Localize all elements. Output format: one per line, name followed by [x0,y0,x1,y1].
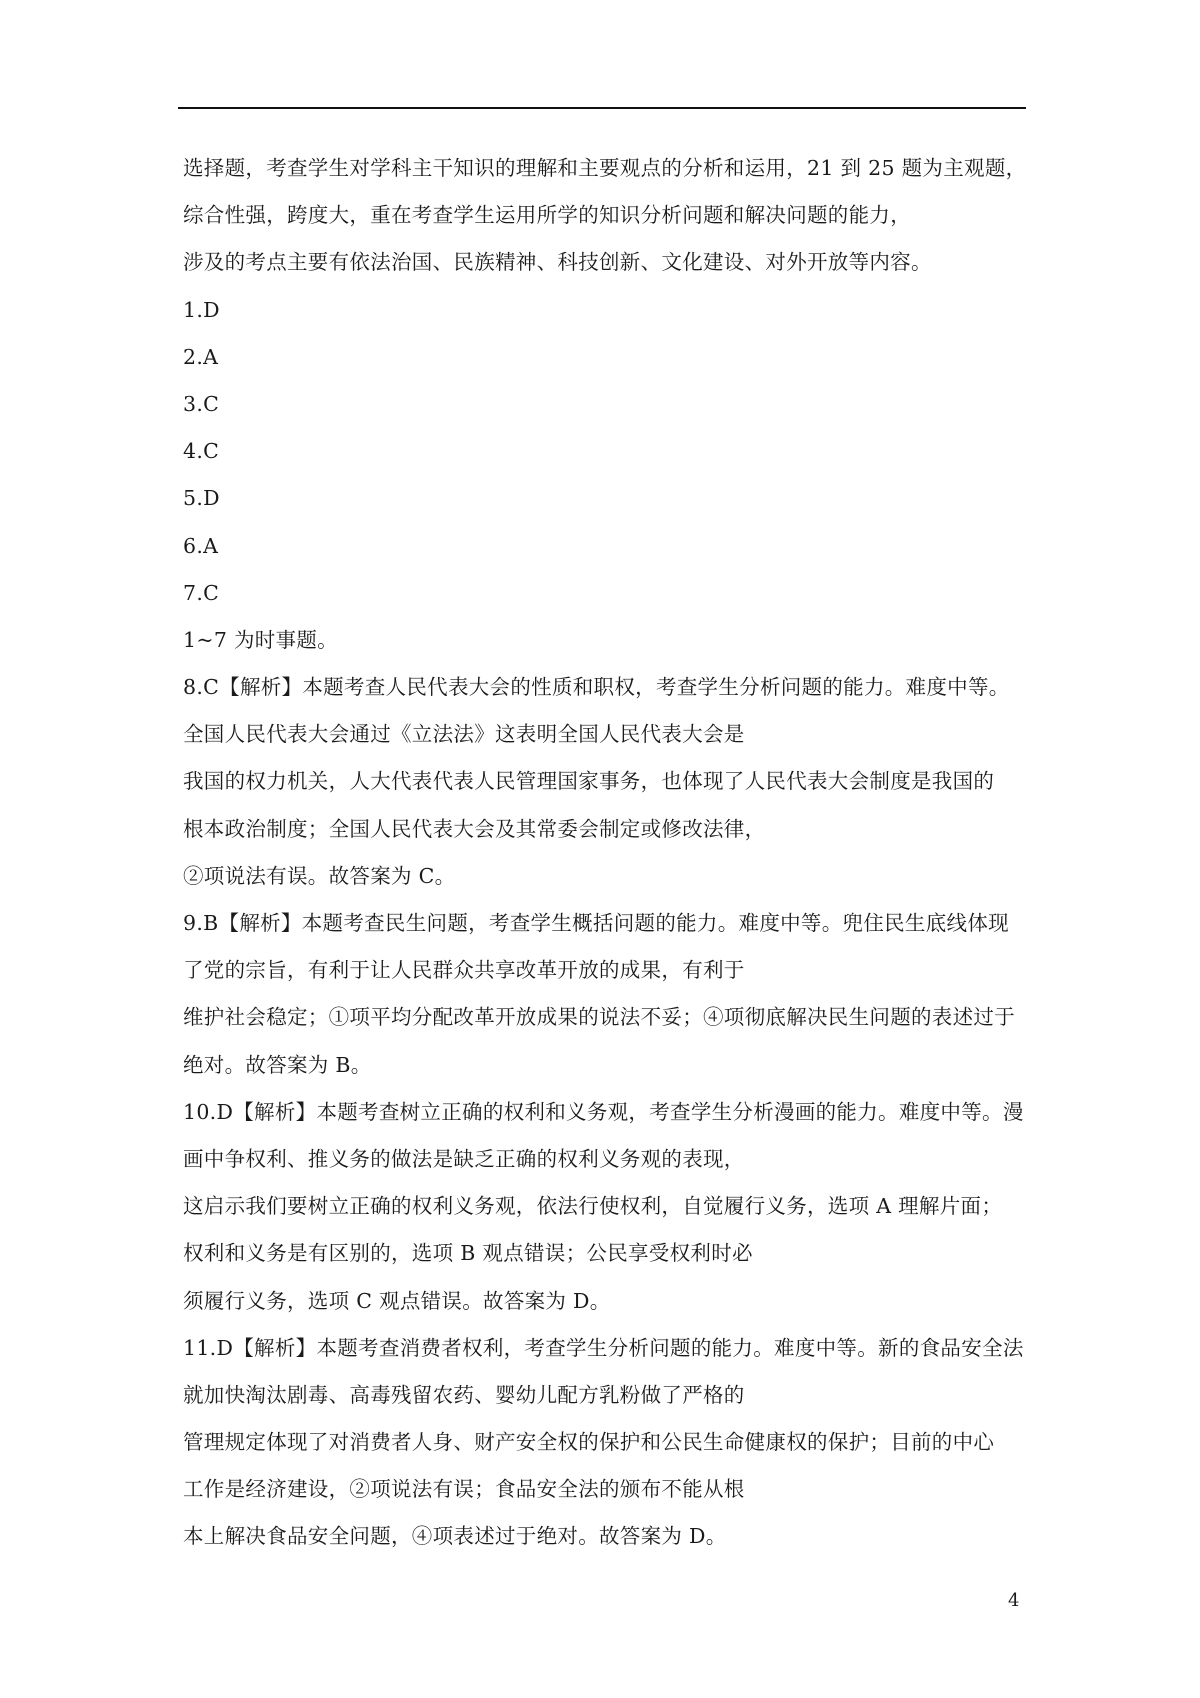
text-line: 根本政治制度；全国人民代表大会及其常委会制定或修改法律， [183,816,766,841]
text-line: 工作是经济建设，②项说法有误；食品安全法的颁布不能从根 [183,1477,745,1502]
text-line: 了党的宗旨，有利于让人民群众共享改革开放的成果，有利于 [183,958,745,983]
text-line: ②项说法有误。故答案为 C。 [183,863,456,888]
text-line: 维护社会稳定；①项平均分配改革开放成果的说法不妥；④项彻底解决民生问题的表述过于 [183,1005,1015,1030]
text-line: 本上解决食品安全问题，④项表述过于绝对。故答案为 D。 [183,1524,727,1549]
page-number: 4 [1008,1590,1020,1611]
answer-5: 5.D [183,486,220,511]
text-line: 就加快淘汰剧毒、高毒残留农药、婴幼儿配方乳粉做了严格的 [183,1382,745,1407]
text-line: 这启示我们要树立正确的权利义务观，依法行使权利，自觉履行义务，选项 A 理解片面； [183,1194,1003,1219]
text-line: 管理规定体现了对消费者人身、财产安全权的保护和公民生命健康权的保护；目前的中心 [183,1430,995,1455]
answer-8: 8.C【解析】本题考查人民代表大会的性质和职权，考查学生分析问题的能力。难度中等。 [183,675,1010,700]
text-line: 画中争权利、推义务的做法是缺乏正确的权利义务观的表现， [183,1146,745,1171]
text-line: 综合性强，跨度大，重在考查学生运用所学的知识分析问题和解决问题的能力， [183,203,911,228]
text-line: 绝对。故答案为 B。 [183,1052,372,1077]
answer-11: 11.D【解析】本题考查消费者权利，考查学生分析问题的能力。难度中等。新的食品安全法 [183,1335,1024,1360]
text-line: 我国的权力机关，人大代表代表人民管理国家事务，也体现了人民代表大会制度是我国的 [183,769,995,794]
text-line: 1~7 为时事题。 [183,627,338,652]
answer-9: 9.B【解析】本题考查民生问题，考查学生概括问题的能力。难度中等。兜住民生底线体现 [183,911,1009,935]
text-line: 须履行义务，选项 C 观点错误。故答案为 D。 [183,1288,611,1313]
answer-2: 2.A [183,344,219,369]
text-line: 选择题，考查学生对学科主干知识的理解和主要观点的分析和运用，21 到 25 题为主观题， [183,156,1027,180]
header-rule [178,107,1026,109]
answer-6: 6.A [183,533,219,558]
text-line: 涉及的考点主要有依法治国、民族精神、科技创新、文化建设、对外开放等内容。 [183,250,932,275]
answer-1: 1.D [183,297,220,322]
answer-4: 4.C [183,439,220,464]
answer-10: 10.D【解析】本题考查树立正确的权利和义务观，考查学生分析漫画的能力。难度中等。漫 [183,1099,1024,1124]
answer-7: 7.C [183,580,220,605]
answer-3: 3.C [183,391,220,416]
document-body [183,145,1028,1561]
text-line: 权利和义务是有区别的，选项 B 观点错误；公民享受权利时必 [183,1241,753,1266]
text-line: 全国人民代表大会通过《立法法》这表明全国人民代表大会是 [183,722,745,747]
